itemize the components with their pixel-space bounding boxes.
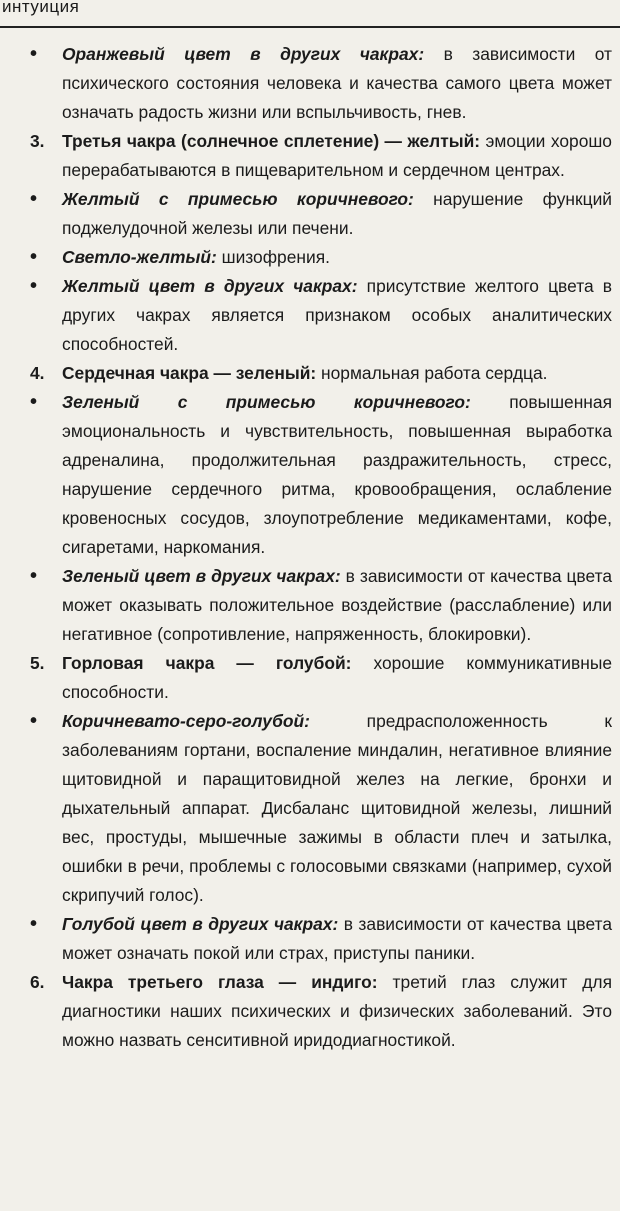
page-body: [0, 40, 612, 1055]
item-text: третий глаз служит для диагностики наших психических и физических заболеваний. Это можно назвать сенситивной иридодиагностикой.: [62, 972, 612, 1050]
list-item: [0, 243, 612, 272]
item-text: нормальная работа сердца.: [316, 363, 548, 383]
list-item: [0, 127, 612, 185]
item-lead: Горловая чакра — голубой:: [62, 653, 352, 673]
item-text: предрасположенность к заболеваниям гортани, воспаление миндалин, негативное влияние щитовидной и паращитовидной желез на легкие, бронхи и дыхательный аппарат. Дисбаланс щитовидной железы, лишний вес, простуды, мышечные зажимы в области плеч и затылка, ошибки в речи, проблемы с голосовыми связками (например, сухой скрипучий голос).: [62, 711, 612, 905]
item-number: 3.: [30, 131, 45, 151]
item-text: эмоции хорошо перерабатываются в пищеварительном и сердечном центрах.: [62, 131, 612, 180]
list-item: [0, 707, 612, 910]
list-item: [0, 40, 612, 127]
item-text: в зависимости от психического состояния человека и качества самого цвета может означать радость жизни или вспыльчивость, гнев.: [62, 44, 613, 122]
item-text: повышенная эмоциональность и чувствительность, повышенная выработка адреналина, продолжительная раздражительность, стресс, нарушение сердечного ритма, кровообращения, ослабление кровеносных сосудов, злоупотребление медикаментами, кофе, сигаретами, наркомания.: [62, 392, 612, 557]
item-text: присутствие желтого цвета в других чакрах является признаком особых аналитических способностей.: [62, 276, 612, 354]
item-lead: Оранжевый цвет в других чакрах:: [62, 44, 425, 64]
bullet-icon: •: [30, 188, 38, 210]
item-lead: Желтый с примесью коричневого:: [62, 189, 414, 209]
item-text: в зависимости от качества цвета может означать покой или страх, приступы паники.: [62, 914, 612, 963]
bullet-icon: •: [30, 710, 38, 732]
item-lead: Зеленый цвет в других чакрах:: [62, 566, 341, 586]
item-number: 4.: [30, 363, 45, 383]
bullet-icon: •: [30, 913, 38, 935]
item-lead: Желтый цвет в других чакрах:: [62, 276, 358, 296]
item-lead: Светло-желтый:: [62, 247, 217, 267]
item-text: в зависимости от качества цвета может оказывать положительное воздействие (расслабление) или негативное (сопротивление, напряженность, блокировки).: [62, 566, 613, 644]
item-lead: Коричневато-серо-голубой:: [62, 711, 310, 731]
list-item: [0, 910, 612, 968]
running-header: [0, 0, 620, 28]
list-item: [0, 562, 612, 649]
bullet-icon: •: [30, 565, 38, 587]
item-number: 6.: [30, 972, 45, 992]
header-title: интуиция: [2, 0, 80, 16]
bullet-icon: •: [30, 43, 38, 65]
item-lead: Зеленый с примесью коричневого:: [62, 392, 471, 412]
bullet-icon: •: [30, 275, 38, 297]
item-lead: Сердечная чакра — зеленый:: [62, 363, 317, 383]
list-item: [0, 649, 612, 707]
bullet-icon: •: [30, 246, 38, 268]
list-item: [0, 185, 612, 243]
item-number: 5.: [30, 653, 45, 673]
item-lead: Третья чакра (солнечное сплетение) — желтый:: [62, 131, 481, 151]
item-text: шизофрения.: [216, 247, 330, 267]
list-item: [0, 968, 612, 1055]
list-item: [0, 272, 612, 359]
list-item: [0, 388, 612, 562]
item-text: хорошие коммуникативные способности.: [62, 653, 612, 702]
item-lead: Чакра третьего глаза — индиго:: [62, 972, 378, 992]
item-text: нарушение функций поджелудочной железы или печени.: [62, 189, 612, 238]
item-lead: Голубой цвет в других чакрах:: [62, 914, 339, 934]
bullet-icon: •: [30, 391, 38, 413]
list-item: [0, 359, 612, 388]
